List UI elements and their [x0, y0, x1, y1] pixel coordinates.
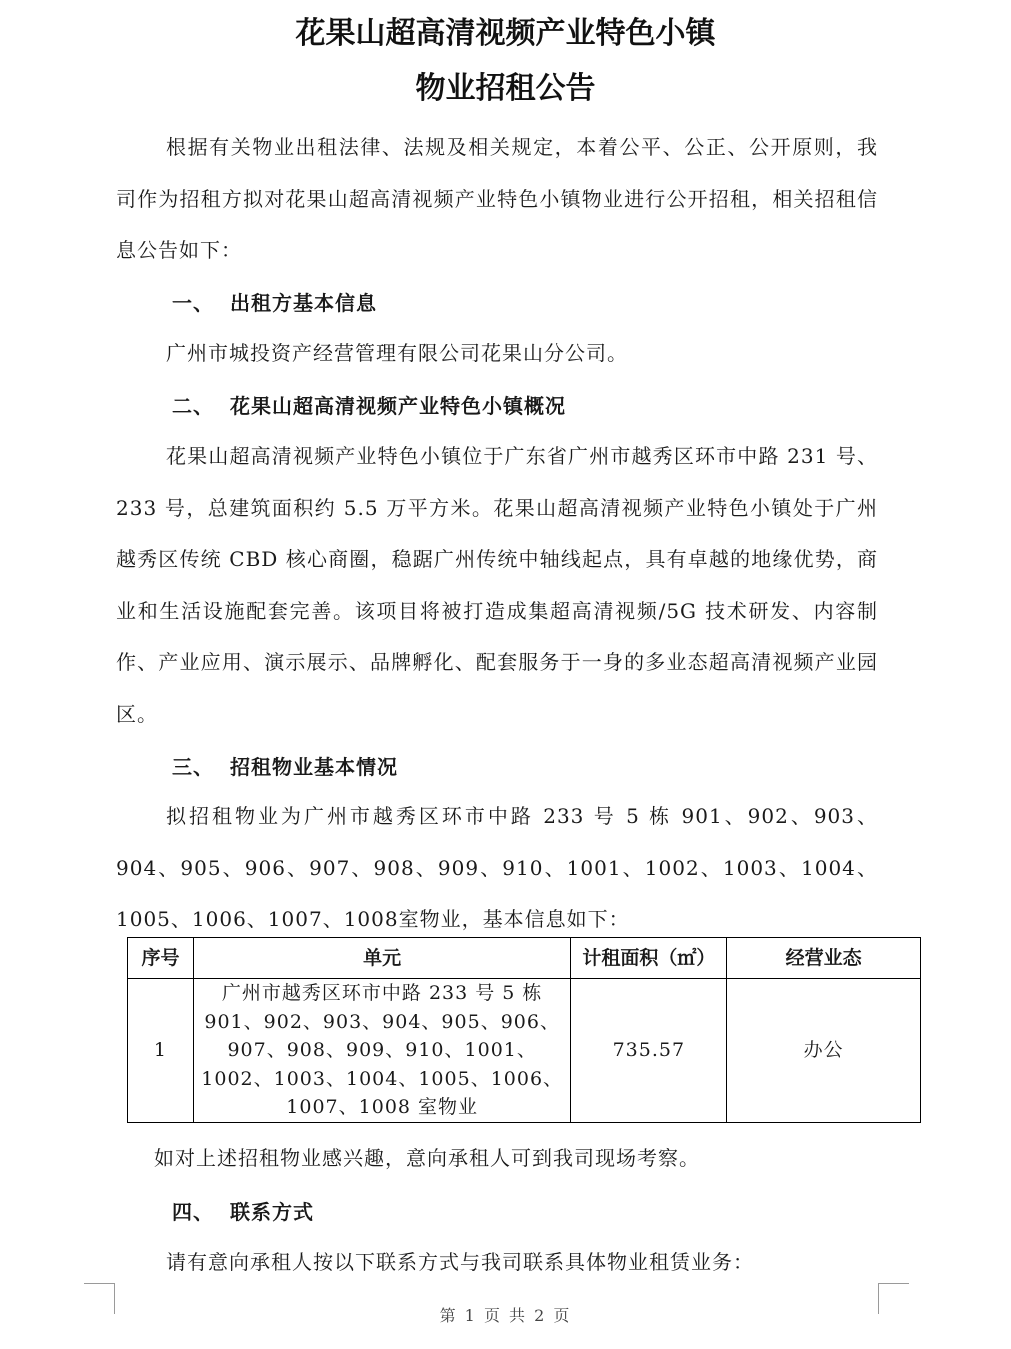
section-number: 四、	[172, 1200, 214, 1224]
visit-note-paragraph: 如对上述招租物业感兴趣，意向承租人可到我司现场考察。	[154, 1146, 700, 1170]
header-area: 计租面积（㎡）	[571, 938, 727, 979]
section-heading-3	[172, 751, 398, 780]
overview-paragraph: 花果山超高清视频产业特色小镇位于广东省广州市越秀区环市中路 231 号、233 号，总建筑面积约 5.5 万平方米。花果山超高清视频产业特色小镇处于广州越秀区传统 CBD 核心商圈，稳踞广州传统中轴线起点，具有卓越的地缘优势，商业和生活设施配套完善。该项目将被打造成集超高清视频/5G 技术研发、内容制作、产业应用、演示展示、品牌孵化、配套服务于一身的多业态超高清视频产业园区。	[116, 444, 878, 726]
cell-unit: 广州市越秀区环市中路 233 号 5 栋 901、902、903、904、905、906、907、908、909、910、1001、1002、1003、1004、1005、1006、1007、1008 室物业	[193, 979, 570, 1123]
property-table	[127, 937, 921, 1123]
table-header-row	[128, 938, 921, 979]
intro-paragraph: 根据有关物业出租法律、法规及相关规定，本着公平、公正、公开原则，我司作为招租方拟对花果山超高清视频产业特色小镇物业进行公开招租，相关招租信息公告如下：	[116, 135, 878, 262]
table-row	[128, 979, 921, 1123]
document-title-line2: 物业招租公告	[415, 71, 596, 106]
contact-intro-paragraph: 请有意向承租人按以下联系方式与我司联系具体物业租赁业务：	[166, 1250, 754, 1274]
section-heading-1	[172, 287, 377, 316]
section-title: 花果山超高清视频产业特色小镇概况	[230, 394, 566, 418]
section-number: 三、	[172, 755, 214, 779]
header-unit: 单元	[193, 938, 570, 979]
page-number-footer: 第 1 页 共 2 页	[439, 1306, 572, 1325]
section-title: 联系方式	[230, 1200, 314, 1224]
section-title: 出租方基本信息	[230, 291, 377, 315]
lessor-paragraph: 广州市城投资产经营管理有限公司花果山分公司。	[166, 341, 628, 365]
section-number: 二、	[172, 394, 214, 418]
header-use: 经营业态	[727, 938, 921, 979]
cell-area: 735.57	[571, 979, 727, 1123]
section-heading-2	[172, 390, 566, 419]
section-title: 招租物业基本情况	[230, 755, 398, 779]
property-intro-paragraph: 拟招租物业为广州市越秀区环市中路 233 号 5 栋 901、902、903、904、905、906、907、908、909、910、1001、1002、1003、1004、1005、1006、1007、1008室物业，基本信息如下：	[116, 804, 878, 931]
document-title-line1: 花果山超高清视频产业特色小镇	[295, 16, 716, 51]
cell-use: 办公	[727, 979, 921, 1123]
section-heading-4	[172, 1196, 314, 1225]
section-number: 一、	[172, 291, 214, 315]
cell-index: 1	[128, 979, 194, 1123]
header-index: 序号	[128, 938, 194, 979]
